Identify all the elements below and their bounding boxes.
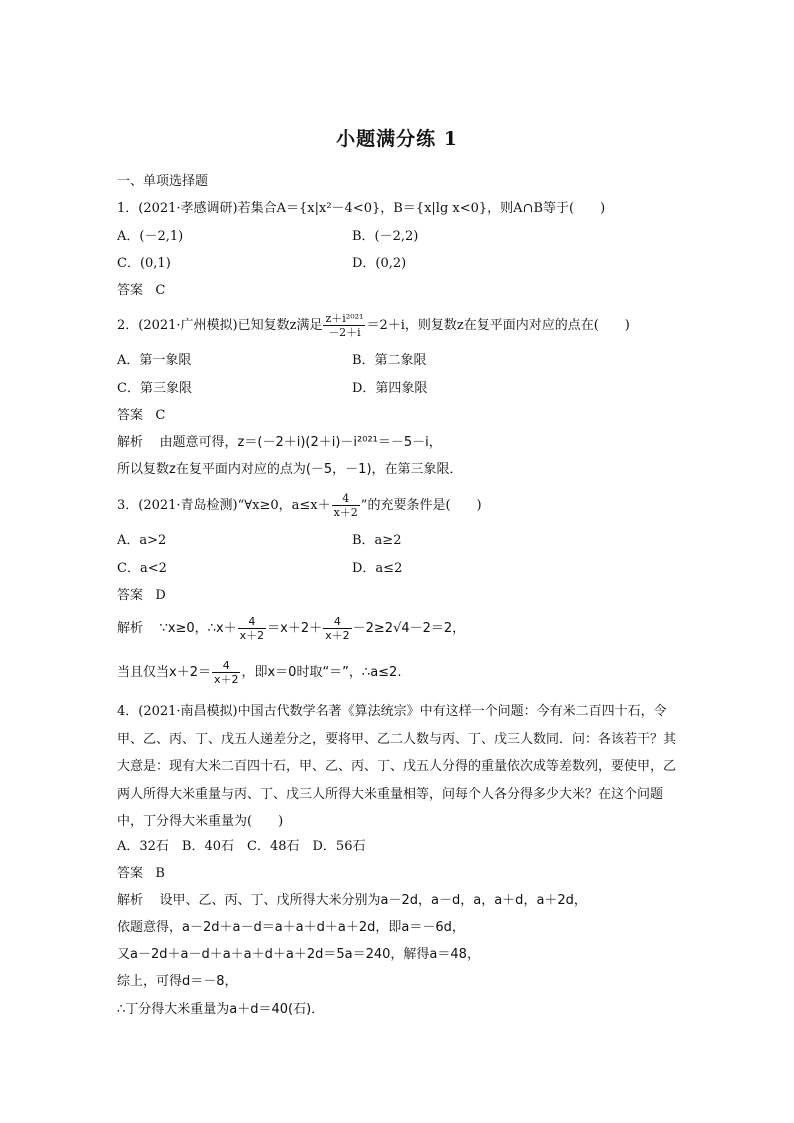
q1-option-c: C．(0,1)	[117, 256, 171, 271]
q2-analysis-line-1	[117, 435, 442, 451]
q2-option-c: C．第三象限	[117, 381, 192, 396]
answer-label: 答案	[117, 866, 144, 881]
q4-analysis-line-2: 依题意得，a－2d＋a－d＝a＋a＋d＋a＋2d，即a＝－6d，	[117, 920, 465, 935]
q4-analysis-line-3: 又a－2d＋a－d＋a＋a＋d＋a＋2d＝5a＝240，解得a＝48，	[117, 947, 480, 962]
q3-sol-f2-den: x＋2	[325, 629, 350, 642]
q3-sol-f1-num: 4	[238, 615, 267, 629]
q3-sol-fraction-1	[238, 615, 267, 642]
question-4-stem: 4．(2021·南昌模拟)中国古代数学名著《算法统宗》中有这样一个问题：今有米二百四十石，令甲、乙、丙、丁、戊五人递差分之，要将甲、乙二人数与丙、丁、戊三人数同．问：各该若干？其大意是：现有大米二百四十石，甲、乙、丙、丁、戊五人分得的重量依次成等差数列，要使甲，乙两人所得大米重量与丙、丁、戊三人所得大米重量相等，问每个人各分得多少大米？在这个问题中，丁分得大米重量为( )	[117, 704, 677, 829]
answer-value: B	[155, 866, 165, 881]
answer-value: D	[155, 588, 166, 603]
q1-option-a: A．(－2,1)	[117, 229, 184, 244]
q3-option-d: D．a≤2	[352, 561, 403, 576]
q3-frac-den: x＋2	[333, 506, 358, 519]
q2-analysis-line-2: 所以复数z在复平面内对应的点为(－5，－1)，在第三象限．	[117, 462, 463, 477]
question-2-stem	[117, 312, 630, 339]
q3-sol-fraction-2	[323, 615, 352, 642]
q3-answer	[117, 588, 166, 604]
q4-sol-1: 设甲、乙、丙、丁、戊所得大米分别为a－2d，a－d，a，a＋d，a＋2d，	[159, 893, 587, 908]
q3-sol-a: ∵x≥0，∴x＋	[159, 621, 237, 636]
q2-sol-1: 由题意可得，z＝(－2＋i)(2＋i)－i²⁰²¹＝－5－i，	[159, 435, 442, 450]
analysis-label: 解析	[117, 621, 144, 636]
q3-sol-c: －2≥2√4－2＝2，	[352, 621, 466, 636]
q3-sol2-num: 4	[212, 659, 241, 673]
q3-analysis-line-1	[117, 615, 465, 642]
q2-option-a: A．第一象限	[117, 353, 192, 368]
q4-analysis-line-1	[117, 893, 587, 909]
q3-option-b: B．a≥2	[352, 533, 402, 548]
q3-sol2-b: ，即x＝0时取“＝”，∴a≤2.	[241, 665, 402, 680]
q4-analysis-line-5: ∴丁分得大米重量为a＋d＝40(石)．	[117, 1002, 325, 1017]
q2-frac-den: －2＋i	[328, 326, 361, 339]
q2-option-d: D．第四象限	[352, 381, 428, 396]
q3-frac-num: 4	[332, 492, 360, 506]
question-1-stem: 1．(2021·孝感调研)若集合A＝{x|x²－4<0}，B＝{x|lg x<0}，则A∩B等于( )	[117, 201, 606, 216]
q2-frac-num: z＋i²⁰²¹	[325, 312, 364, 325]
q3-sol-b: ＝x＋2＋	[267, 621, 323, 636]
answer-label: 答案	[117, 408, 144, 423]
answer-label: 答案	[117, 283, 144, 298]
q3-sol-f1-den: x＋2	[239, 629, 265, 642]
q3-analysis-line-2	[117, 659, 401, 686]
answer-label: 答案	[117, 588, 144, 603]
q2-answer	[117, 408, 165, 424]
q3-sol2-fraction	[212, 659, 241, 686]
q3-sol2-den: x＋2	[213, 673, 239, 686]
question-3-stem	[117, 492, 482, 519]
page-title: 小题满分练 1	[336, 128, 458, 150]
q3-sol2-a: 当且仅当x＋2＝	[117, 665, 211, 680]
q4-options: A．32石 B．40石 C．48石 D．56石	[117, 839, 366, 854]
q2-fraction	[323, 312, 365, 339]
analysis-label: 解析	[117, 435, 144, 450]
q3-option-c: C．a<2	[117, 561, 167, 576]
q2-option-b: B．第二象限	[352, 353, 427, 368]
q1-answer	[117, 283, 165, 299]
q4-answer	[117, 866, 165, 882]
q3-stem-post: ”的充要条件是( )	[360, 498, 482, 513]
q4-analysis-line-4: 综上，可得d＝－8，	[117, 974, 238, 989]
q3-sol-f2-num: 4	[323, 615, 352, 629]
answer-value: C	[155, 283, 166, 298]
answer-value: C	[155, 408, 166, 423]
analysis-label: 解析	[117, 893, 144, 908]
q2-stem-post: ＝2＋i，则复数z在复平面内对应的点在( )	[366, 318, 630, 333]
q1-option-b: B．(－2,2)	[352, 229, 419, 244]
section-heading: 一、单项选择题	[117, 174, 209, 189]
q3-option-a: A．a>2	[117, 533, 167, 548]
q1-option-d: D．(0,2)	[352, 256, 407, 271]
q2-stem-pre: 2．(2021·广州模拟)已知复数z满足	[117, 318, 323, 333]
q3-stem-pre: 3．(2021·青岛检测)“∀x≥0，a≤x＋	[117, 498, 331, 513]
q3-fraction	[332, 492, 360, 519]
